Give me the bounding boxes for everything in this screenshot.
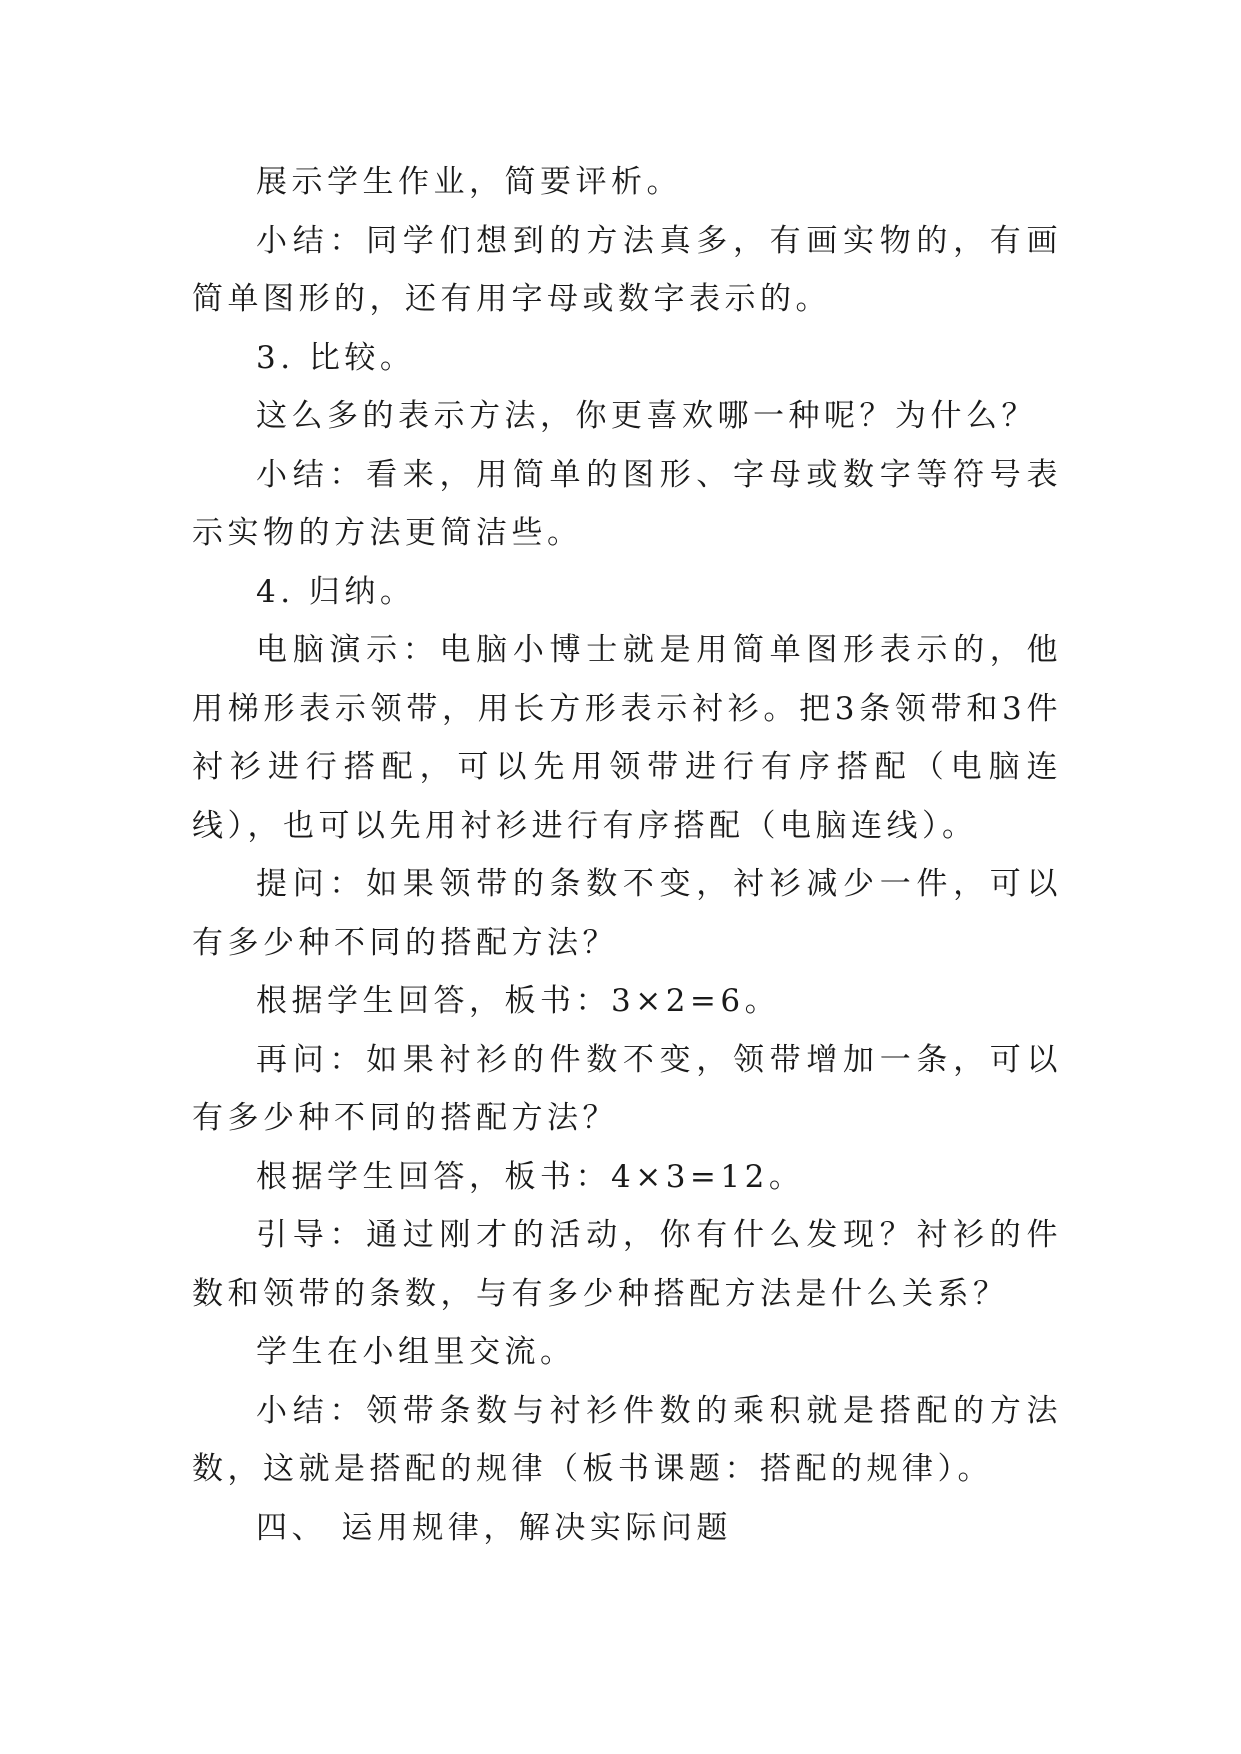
paragraph: 小结：看来，用简单的图形、字母或数字等符号表示实物的方法更简洁些。: [192, 456, 1062, 551]
paragraph: 学生在小组里交流。: [256, 1334, 576, 1370]
paragraph: 再问：如果衬衫的件数不变，领带增加一条，可以有多少种不同的搭配方法？: [192, 1041, 1062, 1136]
paragraph: 小结：同学们想到的方法真多，有画实物的，有画简单图形的，还有用字母或数字表示的。: [192, 222, 1062, 317]
paragraph: 这么多的表示方法，你更喜欢哪一种呢？为什么？: [256, 398, 1037, 434]
paragraph: 根据学生回答，板书：4×3=12。: [256, 1158, 805, 1195]
paragraph: 引导：通过刚才的活动，你有什么发现？衬衫的件数和领带的条数，与有多少种搭配方法是什么关系？: [192, 1217, 1062, 1312]
paragraph: 电脑演示：电脑小博士就是用简单图形表示的，他用梯形表示领带，用长方形表示衬衫。把3条领带和3件衬衫进行搭配，可以先用领带进行有序搭配（电脑连线），也可以先用衬衫进行有序搭配（电脑连线）。: [192, 632, 1062, 844]
paragraph: 小结：领带条数与衬衫件数的乘积就是搭配的方法数，这就是搭配的规律（板书课题：搭配的规律）。: [192, 1392, 1062, 1487]
document-body: [192, 153, 1062, 1557]
paragraph: 3. 比较。: [256, 339, 416, 376]
paragraph: 提问：如果领带的条数不变，衬衫减少一件，可以有多少种不同的搭配方法？: [192, 866, 1062, 961]
paragraph: 4. 归纳。: [256, 573, 416, 610]
paragraph: 根据学生回答，板书：3×2=6。: [256, 983, 781, 1019]
section-heading: 四、 运用规律，解决实际问题: [256, 1509, 732, 1546]
paragraph: 展示学生作业，简要评析。: [256, 164, 682, 200]
